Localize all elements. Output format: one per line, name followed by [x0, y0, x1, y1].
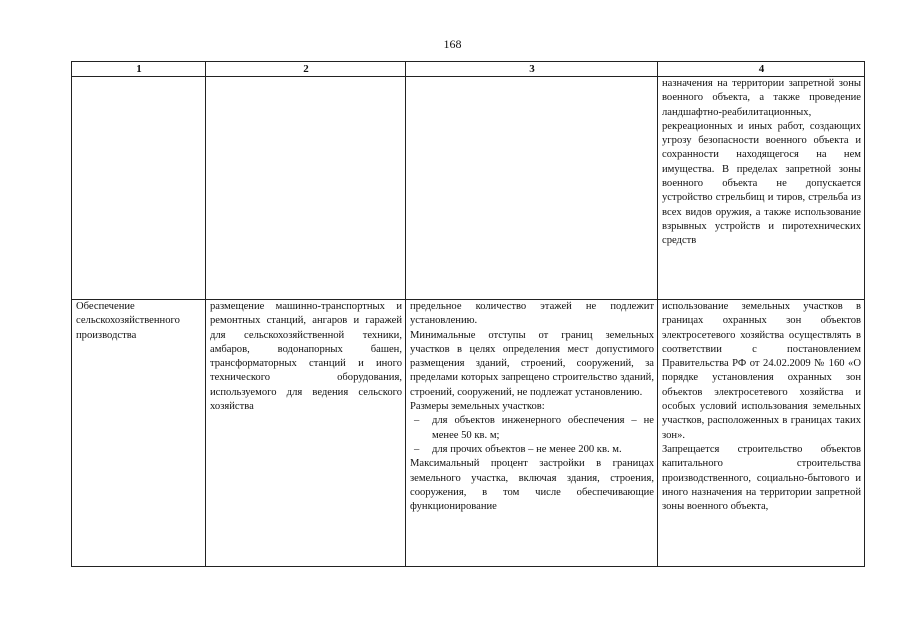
military-zone-text: Запрещается строительство объектов капитального строительства производственного, социально-бытового и иного назначения на территории запретной зоны военного объекта, — [662, 443, 861, 513]
max-coverage-text: Максимальный процент застройки в границах земельного участка, включая здания, строения, сооружения, в том числе обеспечивающие функционирование — [410, 458, 654, 513]
column-header-4: 4 — [658, 62, 865, 77]
floors-limit: предельное количество этажей не подлежит установлению. — [410, 301, 654, 327]
cell-construction-parameters — [406, 300, 658, 567]
cell-empty — [72, 77, 206, 300]
cell-restrictions — [658, 300, 865, 567]
cell-permitted-use-description — [206, 300, 406, 567]
list-item: – для объектов инженерного обеспечения – не менее 50 кв. м; — [410, 414, 654, 443]
plot-sizes-heading: Размеры земельных участков: — [410, 401, 545, 413]
setbacks-text: Минимальные отступы от границ земельных участков в целях определения мест допустимого размещения зданий, строений, сооружений, за пределами которых запрещено строительство зданий, строений, сооружений, не подлежат установлению. — [410, 329, 654, 398]
land-use-type: Обеспечение сельскохозяйственного производства — [76, 301, 180, 341]
column-header-2: 2 — [206, 62, 406, 77]
table-row — [72, 77, 865, 300]
regulations-table — [71, 61, 865, 567]
cell-empty — [206, 77, 406, 300]
column-header-3: 3 — [406, 62, 658, 77]
permitted-use-description: размещение машинно-транспортных и ремонтных станций, ангаров и гаражей для сельскохозяйственной техники, амбаров, водонапорных башен, трансформаторных станций и иного технического оборудования, используемого для ведения сельского хозяйства — [210, 301, 402, 413]
cell-empty — [406, 77, 658, 300]
power-grid-zones-text: использование земельных участков в границах охранных зон объектов электросетевого хозяйства осуществлять в соответствии с постановлением Правительства РФ от 24.02.2009 № 160 «О порядке установления охранных зон объектов электросетевого хозяйства и особых условий использования земельных участков, расположенных в границах таких зон». — [662, 301, 861, 441]
cell-restrictions-continued — [658, 77, 865, 300]
column-header-1: 1 — [72, 62, 206, 77]
plot-sizes-list — [410, 414, 654, 457]
list-item: – для прочих объектов – не менее 200 кв. м. — [410, 443, 654, 457]
table-header-row — [72, 62, 865, 77]
table-row — [72, 300, 865, 567]
cell-land-use-type — [72, 300, 206, 567]
restrictions-text: назначения на территории запретной зоны военного объекта, а также проведение ландшафтно-реабилитационных, рекреационных и иных работ, создающих угрозу безопасности военного объекта и сохранности находящегося на нем имущества. В пределах запретной зоны военного объекта не допускается устройство стрельбищ и тиров, стрельба из всех видов оружия, а также использование взрывных устройств и пиротехнических средств — [662, 78, 861, 247]
page-number: 168 — [443, 37, 462, 51]
